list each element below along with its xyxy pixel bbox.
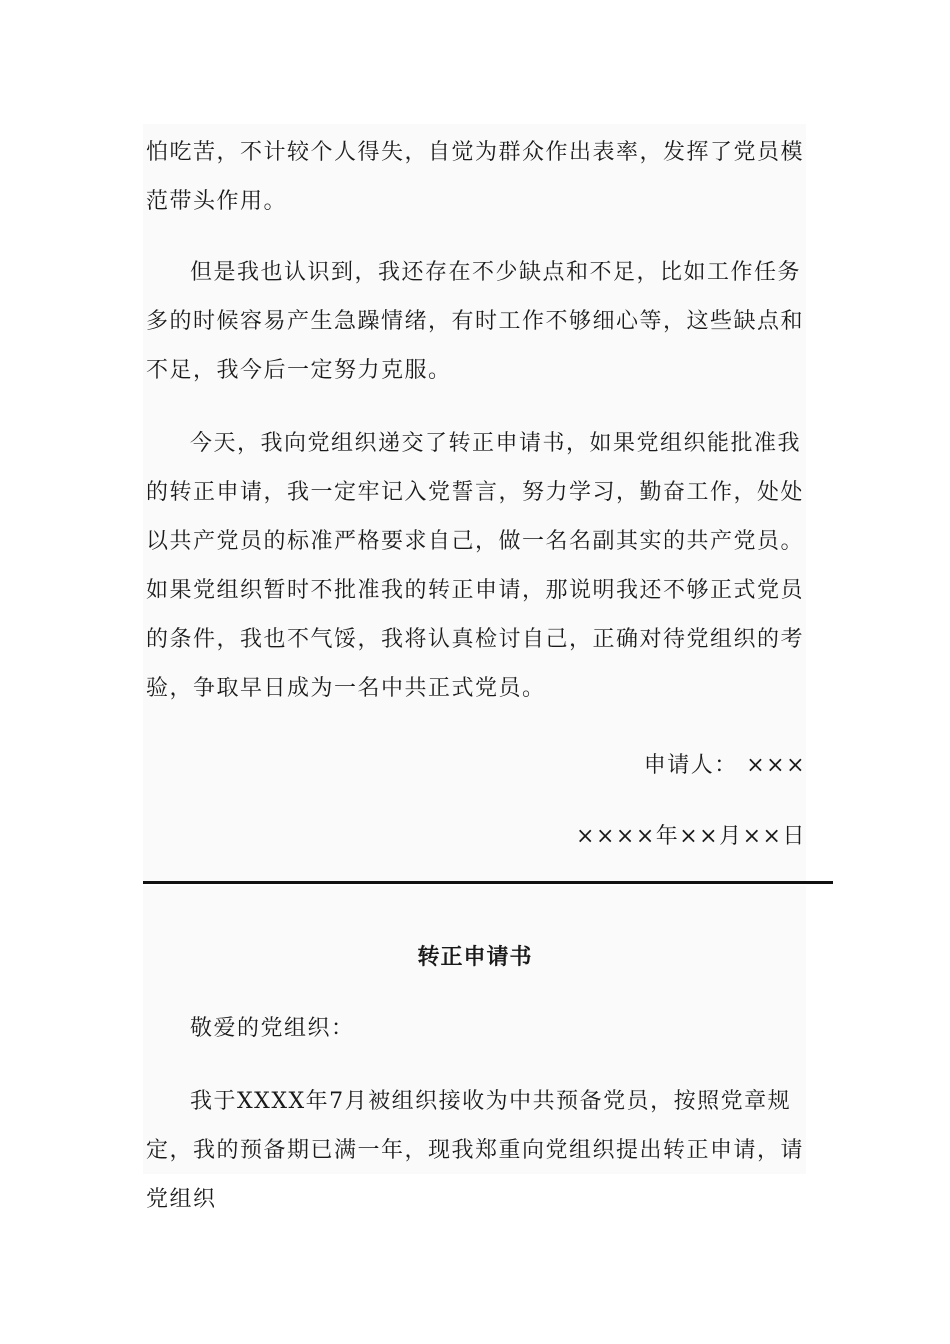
salutation: 敬爱的党组织： (190, 1016, 355, 1041)
paragraph-intro: 我于XXXX年7月被组织接收为中共预备党员，按照党章规定，我的预备期已满一年，现我郑重向党组织提出转正申请，请党组织 (146, 1089, 805, 1212)
date-line: ××××年××月××日 (576, 824, 806, 849)
paragraph-shortcomings: 但是我也认识到，我还存在不少缺点和不足，比如工作任务多的时候容易产生急躁情绪，有时工作不够细心等，这些缺点和不足，我今后一定努力克服。 (146, 260, 805, 383)
paragraph-application: 今天，我向党组织递交了转正申请书，如果党组织能批准我的转正申请，我一定牢记入党誓言，努力学习，勤奋工作，处处以共产党员的标准严格要求自己，做一名名副其实的共产党员。如果党组织暂时不批准我的转正申请，那说明我还不够正式党员的条件，我也不气馁，我将认真检讨自己，正确对待党组织的考验，争取早日成为一名中共正式党员。 (146, 431, 805, 701)
signature-line: 申请人： ××× (643, 753, 806, 778)
paragraph-continuation: 怕吃苦，不计较个人得失，自觉为群众作出表率，发挥了党员模范带头作用。 (146, 140, 805, 214)
document-title: 转正申请书 (417, 944, 533, 970)
page-divider (143, 881, 833, 884)
